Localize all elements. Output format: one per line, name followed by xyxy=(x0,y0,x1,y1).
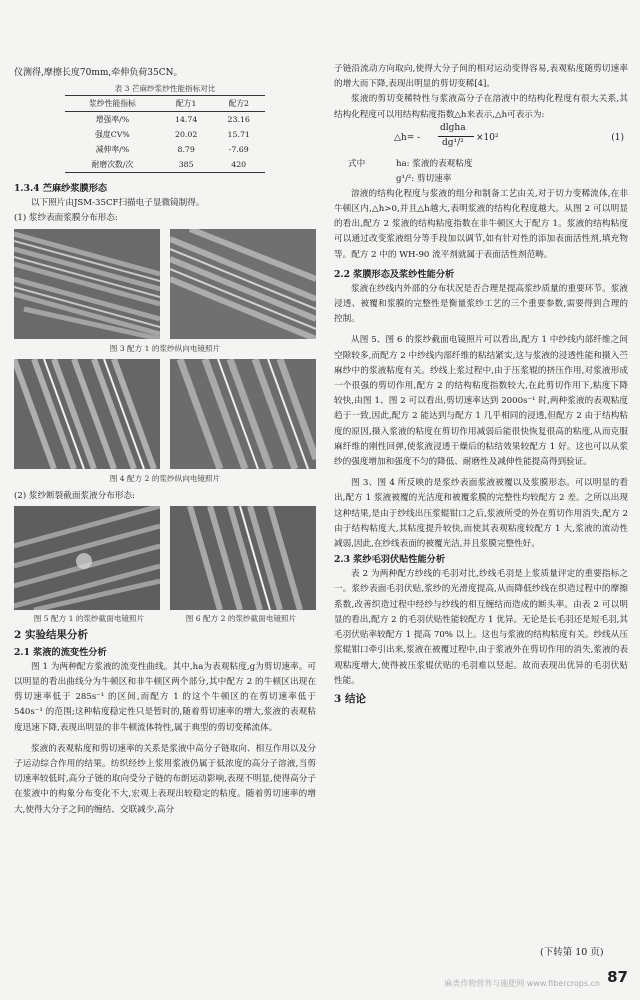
paragraph: 图 3、图 4 所反映的是浆纱表面浆液被覆以及浆膜形态。可以明显的看出,配方 1 浆液被覆的光洁度和被覆浆膜的完整性均较配方 2 差。之所以出现这种结果,是由于纱线出压浆辊钳口之后,浆液所受的外在剪切作用消失,配方 2 由于结构粘度大,其粘度提升较快,而使其表观粘度较配方 1 大,浆液的流动性减弱,因此,在纱线表面的被覆光洁,并且浆膜完整性好。 xyxy=(334,478,628,550)
section-3-heading: 3 结论 xyxy=(334,692,366,705)
table-cell: 420 xyxy=(231,160,247,170)
table-row xyxy=(65,112,265,128)
figure-4-left-photo xyxy=(14,359,160,469)
formula-tail: ×10² xyxy=(476,132,499,143)
section-2-2-heading: 2.2 浆膜形态及浆纱性能分析 xyxy=(334,268,455,280)
continued-note: (下转第 10 页) xyxy=(540,947,604,958)
equation-number: (1) xyxy=(611,132,624,143)
table-row xyxy=(65,157,265,173)
paragraph: 图 1 为两种配方浆液的流变性曲线。其中,ha为表观粘度,g为剪切速率。可以明显的看出曲线分为牛顿区和非牛顿区两个部分,其中配方 2 的牛顿区出现在剪切速率低于 285s⁻¹ 的区间,而配方 1 的这个牛顿区的在剪切速率低于 540s⁻¹ 的范围;这种粘度稳定性只是暂时的,随着剪切速率的增大,浆液的表观粘度迅速下降,表现出明显的非牛顿流体特性,属于典型的剪切变稀流体。 xyxy=(14,661,316,733)
figure-4-right-photo xyxy=(170,359,316,469)
page-number: 87 xyxy=(607,968,628,986)
right-column xyxy=(334,0,628,709)
paragraph: 浆液的表观粘度和剪切速率的关系是浆液中高分子链取向、相互作用以及分子运动综合作用的结果。纺织经纱上浆用浆液仍属于低浓度的高分子溶液,当剪切速率较低时,高分子链的取向受分子链的布朗运动影响,表现不明显,使得高分子在浆液中的构象分布变化不大,宏观上表现出较稳定的粘度。随着剪切速率的增大,使得大分子之间的缠结、交联减少,高分 xyxy=(14,743,316,815)
paragraph: 浆液的剪切变稀特性与浆液高分子在溶液中的结构化程度有很大关系,其结构化程度可以用结构粘度指数△h来表示,△h可表示为: xyxy=(334,94,628,120)
figure-6-photo xyxy=(170,506,316,610)
formula-legend xyxy=(334,157,628,187)
paragraph: 浆液在纱线内外部的分布状况是否合理是提高浆纱质量的重要环节。浆液浸透、被覆和浆膜的完整性是衡量浆纱工艺的三个重要参数,需要得到合理的控制。 xyxy=(334,283,628,325)
table-cell: 14.74 xyxy=(175,115,198,125)
left-column xyxy=(14,0,316,818)
where-label: 式中 xyxy=(348,158,366,169)
table-caption: 表 3 芒麻纱浆纱性能指标对比 xyxy=(114,84,216,94)
figure-6-caption: 图 6 配方 2 的浆纱截面电镜照片 xyxy=(185,613,297,623)
table-header-row xyxy=(65,96,265,112)
table-cell: 23.16 xyxy=(227,115,250,125)
figure-3-caption: 图 3 配方 1 的浆纱纵向电镜照片 xyxy=(109,343,221,353)
table-cell: 耐磨次数/次 xyxy=(91,160,134,170)
paragraph: 溶液的结构化程度与浆液的组分和制备工艺由关,对于切力变稀流体,在非牛顿区内,△h>0,并且△h越大,表明浆液的结构化程度越大。从图 2 可以明显的看出,配方 2 浆液的结构粘度指数在非牛顿区大于配方 1。浆液的结构粘度可以通过改变浆液组分等手段加以调节,如有针对性的添加表面活性剂,填充物等。配方 2 中的 WH-90 流平剂就属于表面活性剂范畴。 xyxy=(334,188,628,260)
where-item: ha: 浆液的表观粘度 xyxy=(396,158,473,169)
figure-5-photo xyxy=(14,506,160,610)
formula-denominator: dg¹/² xyxy=(442,137,464,148)
section-2-heading: 2 实验结果分析 xyxy=(14,628,88,641)
subsection-1-label: (1) 浆纱表面浆膜分布形态: xyxy=(14,213,118,224)
table-row xyxy=(65,127,265,142)
figure-4-row xyxy=(14,359,316,469)
table-cell: 15.71 xyxy=(227,130,250,140)
subsection-2-label: (2) 浆纱断裂截面浆液分布形态: xyxy=(14,490,135,501)
table-cell: -7.69 xyxy=(228,145,249,155)
table-cell: 8.79 xyxy=(177,145,195,155)
figure-4-caption: 图 4 配方 2 的浆纱纵向电镜照片 xyxy=(109,473,221,483)
section-1-3-4-heading: 1.3.4 苎麻纱浆膜形态 xyxy=(14,183,108,195)
paragraph: 从图 5、图 6 的浆纱截面电镜照片可以看出,配方 1 中纱线内部纤维之间空隙较多,而配方 2 中纱线内部纤维的粘结紧实,这与浆液的浸透性能和摄入苎麻纱中的浆液粘度有关。纱线上浆过程中,由于压浆辊的挤压作用,对浆液形成一个很强的剪切作用,配方 2 的结构粘度指数较大,在此剪切作用下,粘度下降较快,由图 1、图 2 可以看出,剪切速率达到 2000s⁻¹ 时,两种浆液的表观粘度趋于一致,因此,配方 2 能达到与配方 1 几乎相同的浸透,但配方 2 由于结构粘度的原因,摄入浆液的粘度在剪切作用减弱后能很快恢复很高的粘度,从而克服麻纤维的刚性回弹,使浆液浸透干燥后的粘结效果较配方 1 好。这也可以从浆纱的强度增加和强度不匀的降低、耐磨性及减伸性能提高得到验证。 xyxy=(334,335,628,468)
table-cell: 385 xyxy=(178,160,194,170)
table-cell: 减伸率/% xyxy=(95,145,130,155)
where-item: g¹/²: 剪切速率 xyxy=(396,173,452,184)
table-cell: 增强率/% xyxy=(95,115,130,125)
paragraph: 子链沿流动方向取向,使得大分子间的相对运动变得容易,表观粘度随剪切速率的增大而下降,表现出明显的剪切变稀[4]。 xyxy=(334,64,628,90)
section-1-3-4-text: 以下照片由JSM-35CF扫描电子显微镜制得。 xyxy=(31,198,205,209)
figure-5-6-row xyxy=(14,506,316,610)
table-cell: 强度CV% xyxy=(95,130,130,140)
figure-3-left-photo xyxy=(14,229,160,339)
intro-line: 仪测得,摩擦长度70mm,牵伸负荷35CN。 xyxy=(14,68,183,78)
table-header: 配方1 xyxy=(175,99,197,109)
formula-numerator: dlgha xyxy=(440,122,466,133)
figure-5-6-captions xyxy=(14,613,316,625)
table-cell: 20.02 xyxy=(175,130,198,140)
figure-3-right-photo xyxy=(170,229,316,339)
figure-3-row xyxy=(14,229,316,339)
section-2-1-heading: 2.1 浆液的流变性分析 xyxy=(14,646,107,658)
table-header: 浆纱性能指标 xyxy=(89,99,136,109)
formula-lhs: △h= - xyxy=(394,132,421,143)
watermark: 麻类作物营养与施肥网 www.fibercrops.cn xyxy=(444,979,600,988)
properties-table xyxy=(65,95,265,173)
table-header: 配方2 xyxy=(228,99,249,109)
section-2-3-heading: 2.3 浆纱毛羽伏贴性能分析 xyxy=(334,554,446,566)
table-row xyxy=(65,142,265,157)
equation-1 xyxy=(334,123,628,157)
figure-5-caption: 图 5 配方 1 的浆纱截面电镜照片 xyxy=(33,613,145,623)
paragraph: 表 2 为两种配方纱线的毛羽对比,纱线毛羽是上浆质量评定的重要指标之一。浆纱表面毛羽伏贴,浆纱的光滑度提高,从而降低纱线在织造过程中的摩擦系数,改善织造过程中经纱与纱线的相互缠结而造成的断头率。由表 2 可以明显的看出,配方 2 的毛羽伏贴性能较配方 1 优异。无论是长毛羽还是短毛羽,其毛羽伏贴率较配方 1 提高 70% 以上。这也与浆液的结构粘度有关。纱线从压浆辊钳口牵引出来,浆液在被覆过程中,由于浆液外在剪切作用的消失,浆液的表观粘度增大,使得被压浆辊伏贴的毛羽难以竖起。故而表现出优异的毛羽伏贴性能。 xyxy=(334,569,628,686)
